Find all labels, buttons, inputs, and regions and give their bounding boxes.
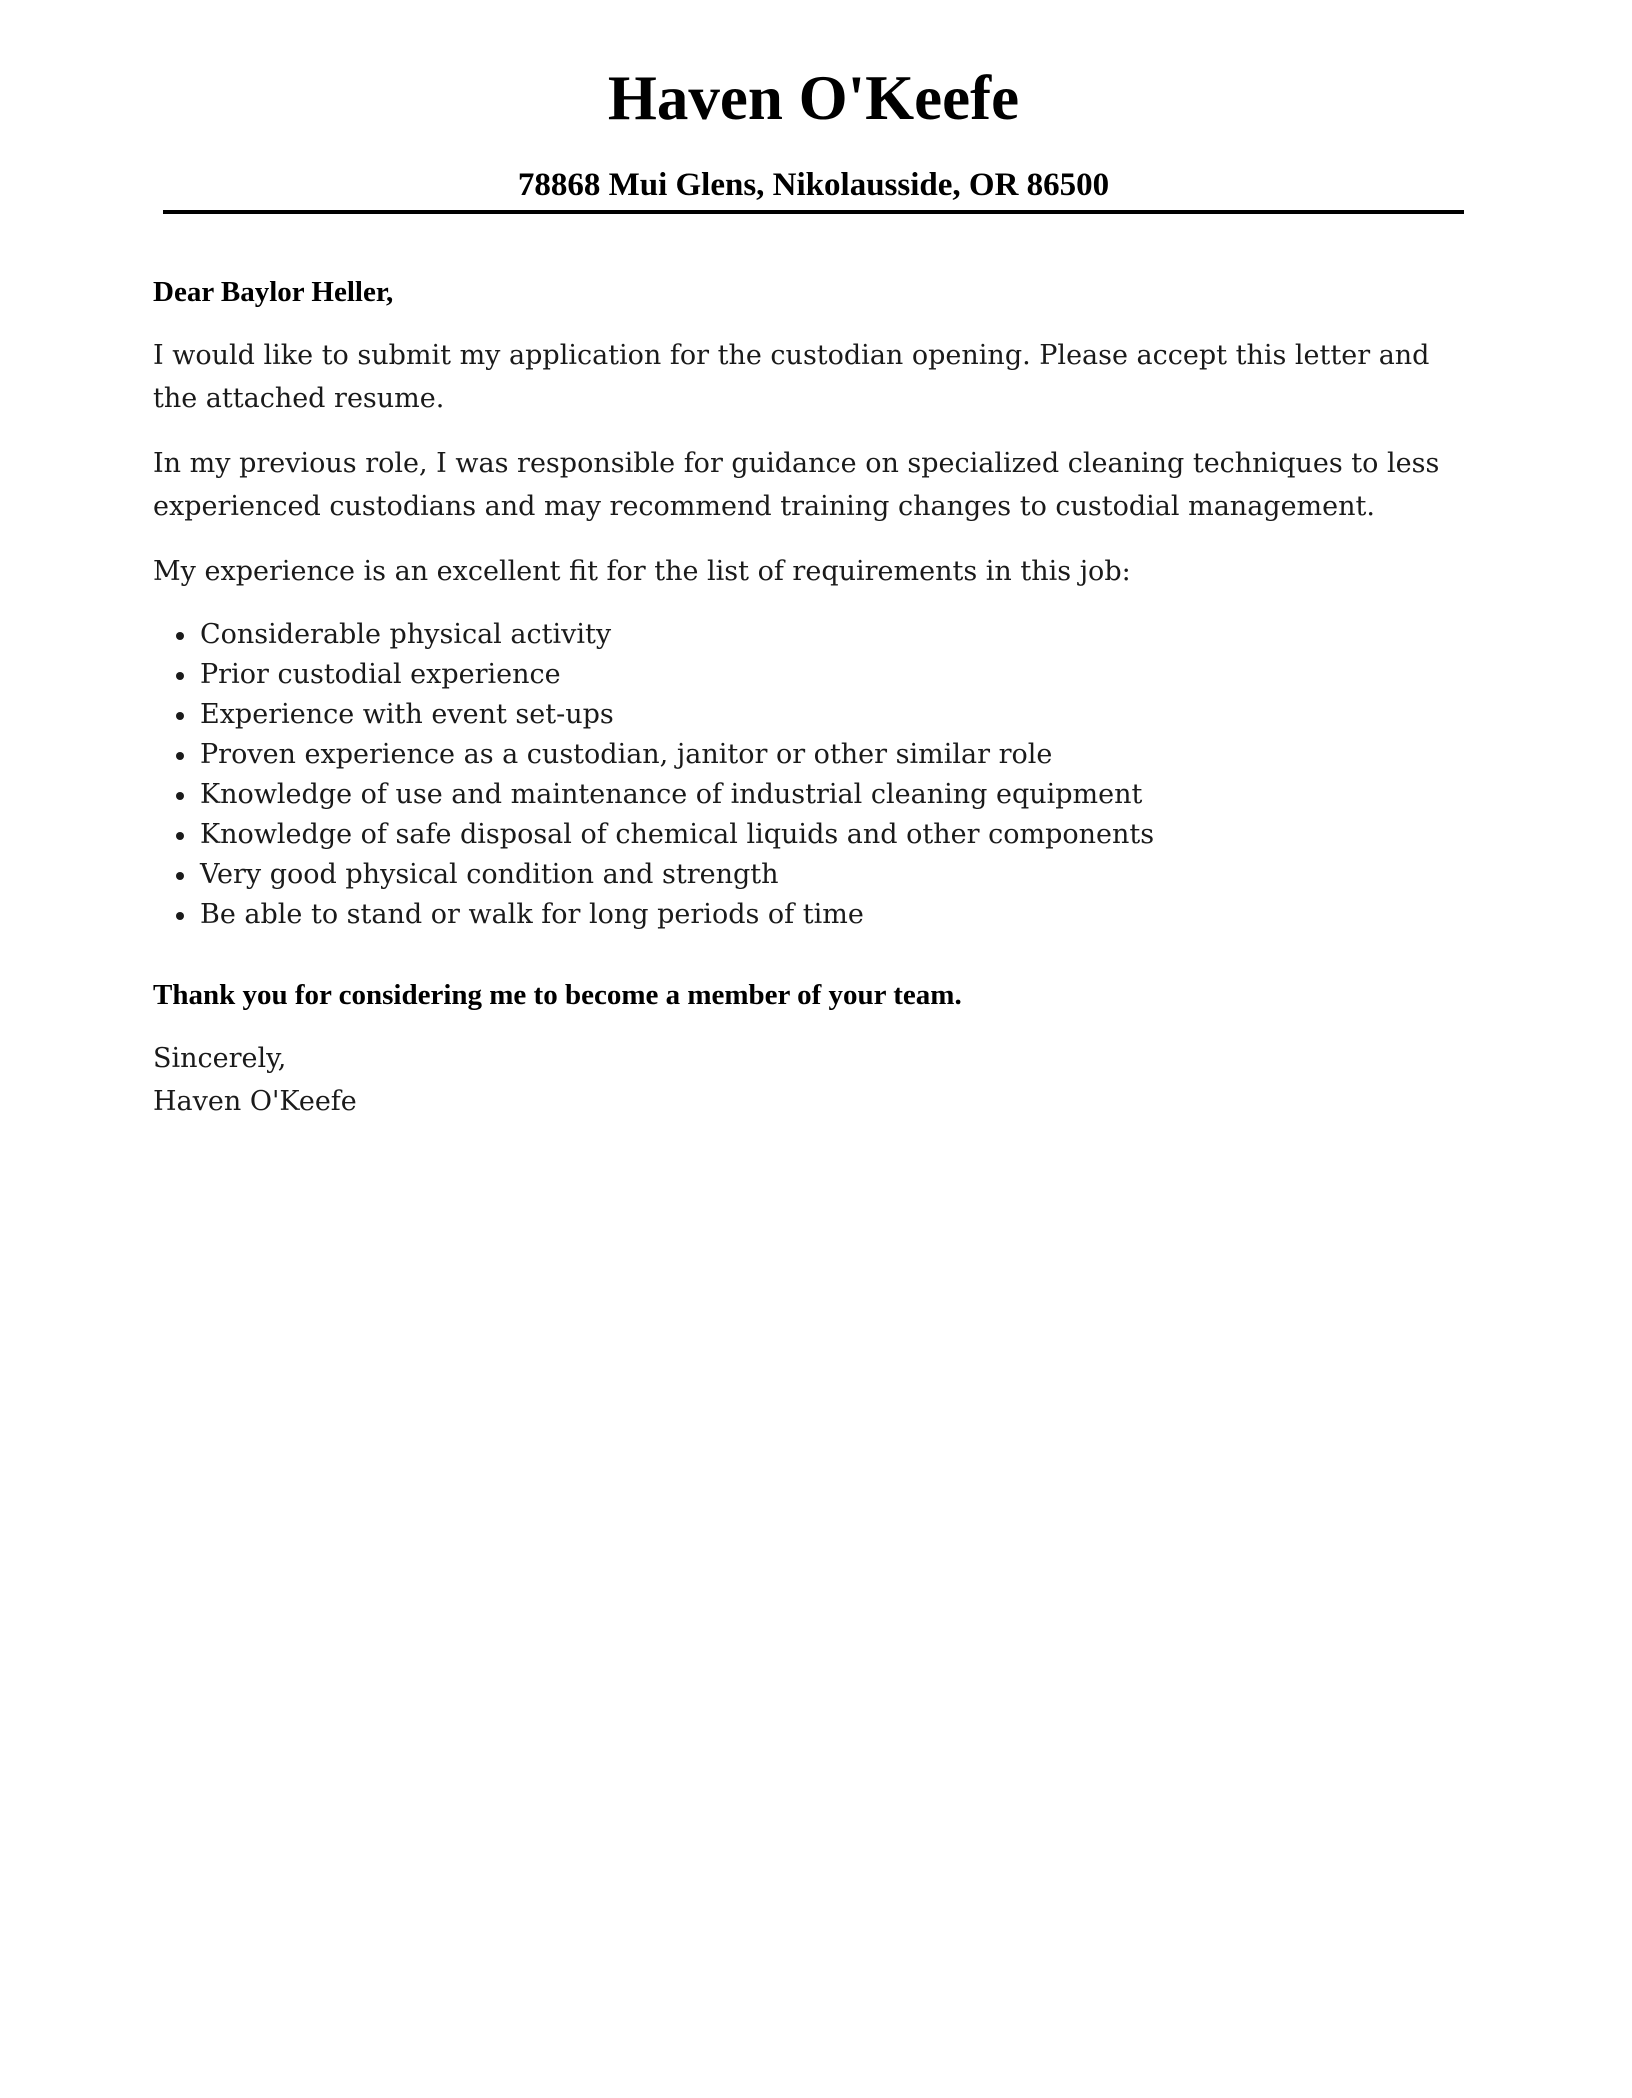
- list-item: [200, 855, 1473, 895]
- list-item: [200, 815, 1473, 855]
- bullet-icon: [176, 672, 184, 680]
- bullet-icon: [176, 632, 184, 640]
- bullet-icon: [176, 872, 184, 880]
- experience-paragraph: In my previous role, I was responsible for guidance on specialized cleaning techniques to less experienced custodians and may recommend training changes to custodial management.: [153, 448, 1440, 522]
- requirements-list: [153, 615, 1473, 935]
- applicant-address: 78868 Mui Glens, Nikolausside, OR 86500: [517, 167, 1110, 203]
- list-item: [200, 615, 1473, 655]
- list-item-text: Considerable physical activity: [200, 619, 612, 650]
- intro-paragraph: I would like to submit my application for the custodian opening. Please accept this letter and the attached resume.: [153, 340, 1430, 414]
- bullet-icon: [176, 712, 184, 720]
- list-item-text: Proven experience as a custodian, janitor or other similar role: [200, 739, 1053, 770]
- list-item: [200, 655, 1473, 695]
- signoff: Sincerely,: [153, 1043, 287, 1074]
- list-item: [200, 775, 1473, 815]
- requirements-intro: My experience is an excellent fit for the list of requirements in this job:: [153, 556, 1131, 587]
- closing-line: Thank you for considering me to become a member of your team.: [153, 979, 962, 1011]
- header-divider: [163, 210, 1464, 214]
- list-item-text: Very good physical condition and strength: [200, 859, 779, 890]
- list-item-text: Prior custodial experience: [200, 659, 561, 690]
- bullet-icon: [176, 792, 184, 800]
- list-item: [200, 735, 1473, 775]
- bullet-icon: [176, 912, 184, 920]
- list-item: [200, 695, 1473, 735]
- letter-body: [153, 270, 1473, 1123]
- list-item-text: Experience with event set-ups: [200, 699, 614, 730]
- list-item-text: Be able to stand or walk for long periods of time: [200, 899, 864, 930]
- signature-name: Haven O'Keefe: [153, 1086, 357, 1117]
- list-item: [200, 895, 1473, 935]
- salutation: Dear Baylor Heller,: [153, 276, 394, 308]
- list-item-text: Knowledge of use and maintenance of industrial cleaning equipment: [200, 779, 1143, 810]
- list-item-text: Knowledge of safe disposal of chemical liquids and other components: [200, 819, 1155, 850]
- bullet-icon: [176, 752, 184, 760]
- letter-header: [163, 58, 1464, 203]
- bullet-icon: [176, 832, 184, 840]
- applicant-name: Haven O'Keefe: [607, 63, 1020, 133]
